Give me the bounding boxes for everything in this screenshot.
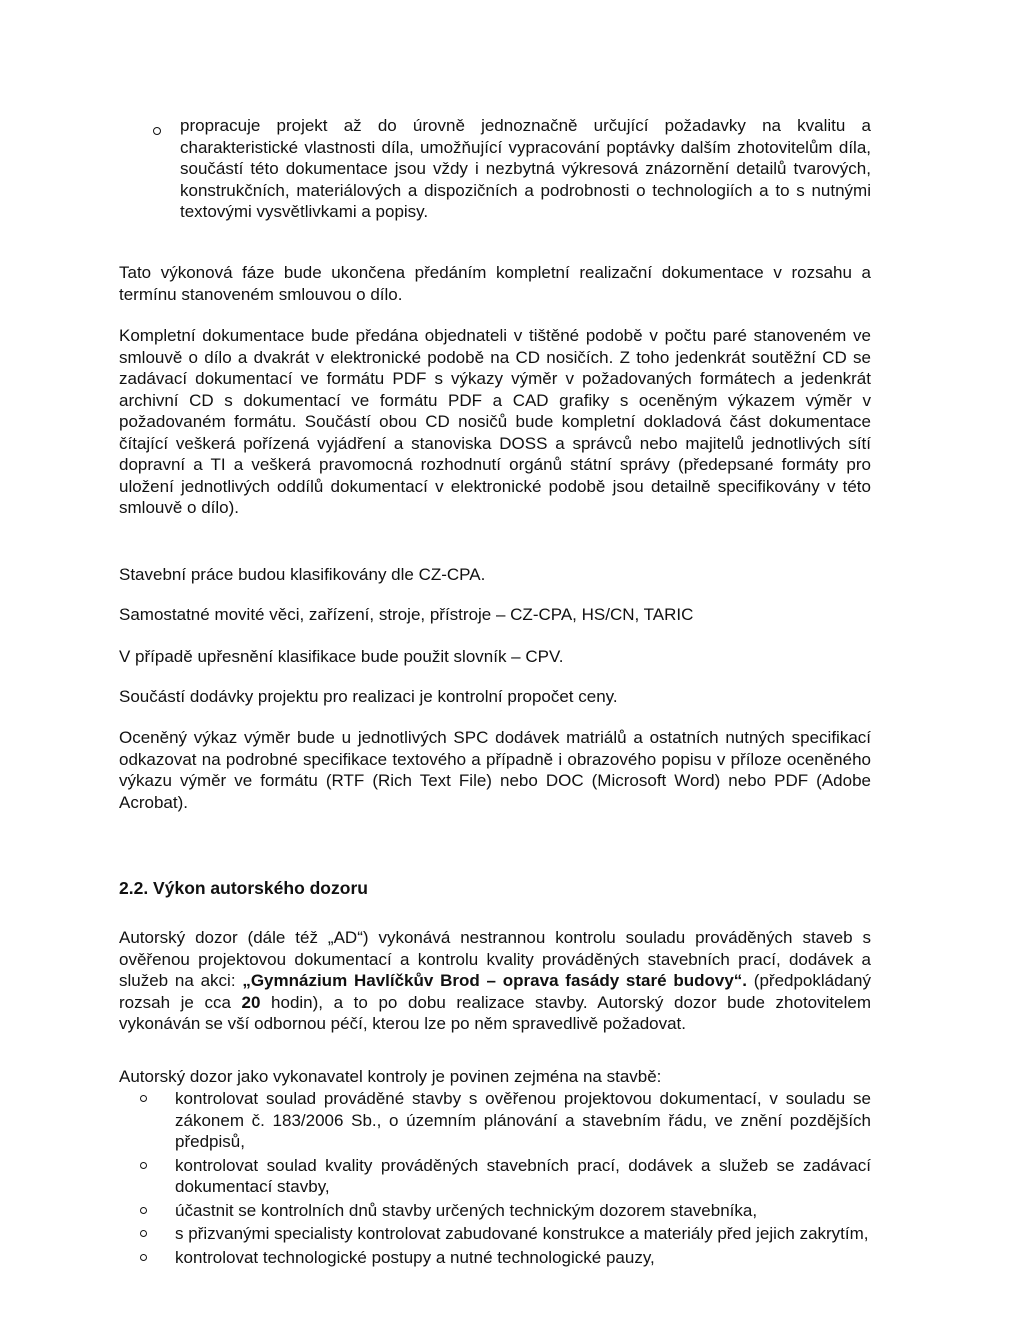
list-item: účastnit se kontrolních dnů stavby určených technickým dozorem stavebníka, <box>140 1200 871 1222</box>
bullet-icon <box>140 1207 147 1214</box>
paragraph-movables: Samostatné movité věci, zařízení, stroje, přístroje – CZ-CPA, HS/CN, TARIC <box>119 605 694 624</box>
bullet-icon <box>140 1162 147 1169</box>
list-item: kontrolovat soulad kvality prováděných stavebních prací, dodávek a služeb se zadávací dokumentací stavby, <box>140 1155 871 1198</box>
section-heading: 2.2. Výkon autorského dozoru <box>119 878 368 898</box>
bullet-icon <box>153 127 161 135</box>
paragraph-cpv: V případě upřesnění klasifikace bude použit slovník – CPV. <box>119 647 564 666</box>
paragraph-completion: Tato výkonová fáze bude ukončena předáním kompletní realizační dokumentace v rozsahu a termínu stanoveném smlouvou o dílo. <box>119 263 871 304</box>
hours-value: 20 <box>241 992 261 1012</box>
bullet-icon <box>140 1230 147 1237</box>
project-name: „Gymnázium Havlíčkův Brod – oprava fasády staré budovy“. <box>242 971 748 990</box>
list-item: s přizvanými specialisty kontrolovat zabudované konstrukce a materiály před jejich zakrytím, <box>140 1223 871 1245</box>
paragraph-price-check: Součástí dodávky projektu pro realizaci je kontrolní propočet ceny. <box>119 687 618 706</box>
intro-text-b: (předpokládaný rozsah je cca <box>119 971 871 1012</box>
paragraph-classification: Stavební práce budou klasifikovány dle CZ-CPA. <box>119 565 486 584</box>
paragraph-bill-of-quantities: Oceněný výkaz výměr bude u jednotlivých SPC dodávek matriálů a ostatních nutných specifikací odkazovat na podrobné specifikace textového a případně i obrazového popisu v příloze oceněného výkazu výměr ve formátu (RTF (Rich Text File) nebo DOC (Microsoft Word) nebo PDF (Adobe Acrobat). <box>119 728 871 812</box>
top-bullet-text: propracuje projekt až do úrovně jednoznačně určující požadavky na kvalitu a charakteristické vlastnosti díla, umožňující vypracování poptávky dalším zhotovitelům díla, součástí této dokumentace jsou vždy i nezbytná výkresová znázornění detailů tvarových, konstrukčních, materiálových a dispozičních a podrobnosti o technologiích a to s nutnými textovými vysvětlivkami a popisy. <box>180 116 871 221</box>
list-item: kontrolovat technologické postupy a nutné technologické pauzy, <box>140 1247 871 1269</box>
duties-list <box>140 1088 871 1270</box>
intro-text-c: hodin), a to po dobu realizace stavby. Autorský dozor bude zhotovitelem vykonáván se vší odbornou péčí, kterou lze po něm spravedlivě požadovat. <box>119 992 871 1033</box>
intro-text-a: Autorský dozor (dále též „AD“) vykonává nestrannou kontrolu souladu prováděných staveb s ověřenou projektovou dokumentací a kontrolu kvality prováděných stavebních prací, dodávek a služeb na akci: <box>119 928 871 990</box>
paragraph-documentation: Kompletní dokumentace bude předána objednateli v tištěné podobě v počtu paré stanoveném ve smlouvě o dílo a dvakrát v elektronické podobě na CD nosičích. Z toho jedenkrát soutěžní CD se zadávací dokumentací ve formátu PDF s výkazy výměr v požadovaných formátech a jedenkrát archivní CD s dokumentací ve formátu PDF a CAD grafiky s oceněným výkazem výměr v požadovaném formátu. Součástí obou CD nosičů bude kompletní dokladová část dokumentace čítající veškerá pořízená vyjádření a stanoviska DOSS a správců nebo majitelů jednotlivých sítí dopravní a TI a veškerá pravomocná rozhodnutí orgánů státní správy (předepsané formáty pro uložení jednotlivých oddílů dokumentací v elektronické podobě jsou detailně specifikovány v této smlouvě o dílo). <box>119 326 871 517</box>
bullet-icon <box>140 1095 147 1102</box>
list-item: kontrolovat soulad prováděné stavby s ověřenou projektovou dokumentací, v souladu se zákonem č. 183/2006 Sb., o územním plánování a stavebním řádu, ve znění pozdějších předpisů, <box>140 1088 871 1153</box>
bullet-icon <box>140 1254 147 1261</box>
duties-intro: Autorský dozor jako vykonavatel kontroly je povinen zejména na stavbě: <box>119 1067 662 1086</box>
section-intro <box>119 927 871 1035</box>
